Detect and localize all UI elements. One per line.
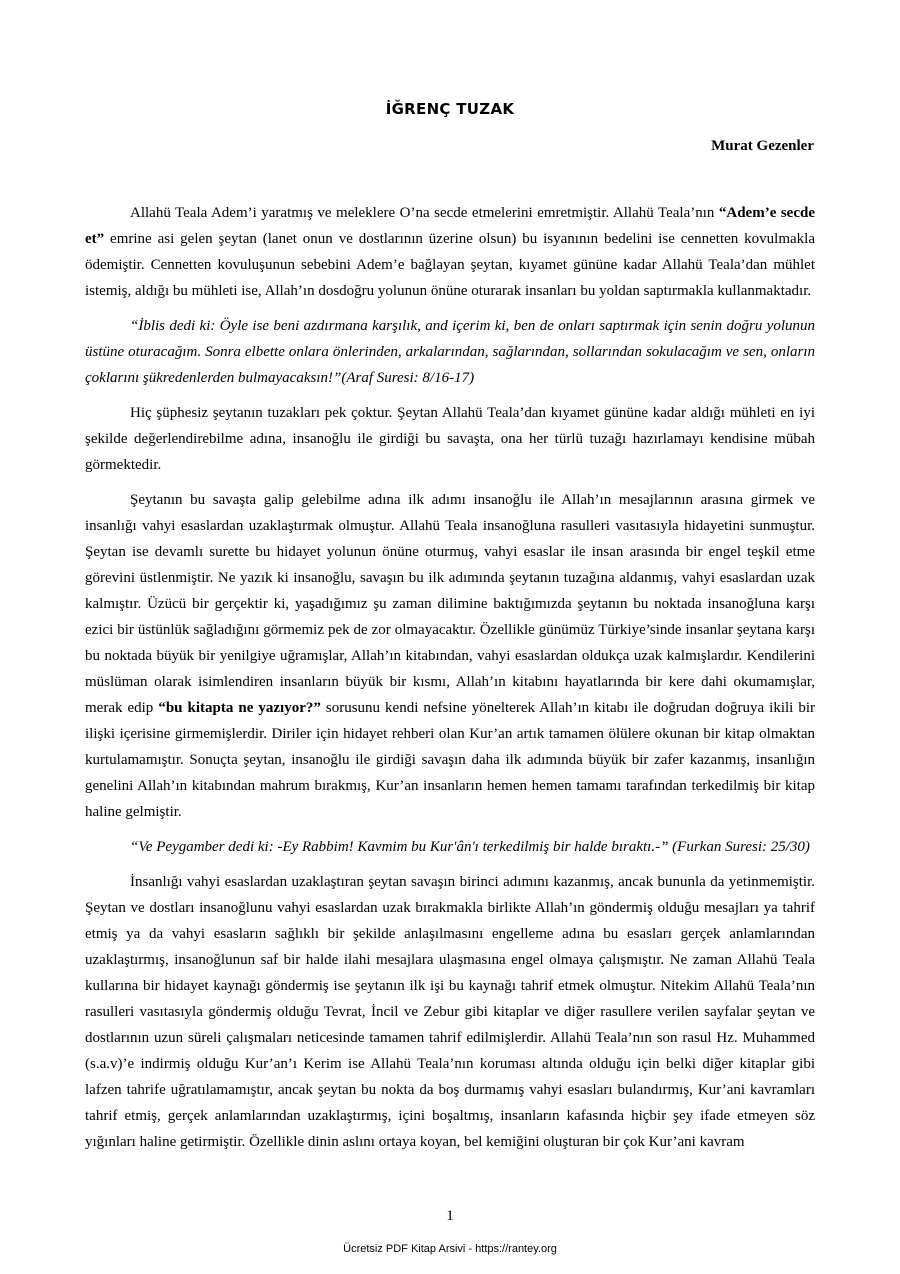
text-run: sorusunu kendi nefsine yönelterek Allah’ın kitabı ile doğrudan doğruya ikili bir ilişki içerisine girmemişlerdir. Diriler için hidayet rehberi olan Kur’an artık tamamen ölülere okunan bir kitap olmaktan kurtulamamıştır. Sonuçta şeytan, insanoğlu ile girdiği savaşın daha ilk adımında büyük bir zafer kazanmış, insanlığın genelini Allah’ın kitabından mahrum bırakmış, Kur’an insanların hemen hemen tamamı tarafından terkedilmiş bir kitap haline gelmiştir.	[85, 700, 815, 820]
text-run: “Ve Peygamber dedi ki: -Ey Rabbim! Kavmim bu Kur'ân'ı terkedilmiş bir halde bıraktı.-” (Furkan Suresi: 25/30)	[130, 839, 810, 855]
footer-text: Ücretsiz PDF Kitap Arsivi - https://rantey.org	[343, 1243, 557, 1255]
bold-phrase-adem-secde: “Adem’e secde et”	[85, 205, 815, 247]
paragraph-2	[85, 400, 815, 478]
text-run: Hiç şüphesiz şeytanın tuzakları pek çoktur. Şeytan Allahü Teala’dan kıyamet gününe kadar aldığı mühleti en iyi şekilde değerlendirebilme adına, insanoğlu ile girdiği bu savaşta, ona her türlü tuzağı hazırlamayı kendisine mübah görmektedir.	[85, 405, 815, 473]
document-title: İĞRENÇ TUZAK	[385, 100, 515, 118]
text-run: emrine asi gelen şeytan (lanet onun ve dostlarının üzerine olsun) bu isyanının bedelini ise cennetten kovulmakla ödemiştir. Cennetten kovuluşunun sebebini Adem’e bağlayan şeytan, kıyamet gününe kadar Allahü Teala’dan mühlet istemiş, aldığı bu mühleti ise, Allah’ın dosdoğru yolunun önüne oturarak insanları bu yoldan saptırmakla kullanmaktadır.	[85, 231, 815, 299]
page-number: 1	[446, 1208, 454, 1224]
text-run: İnsanlığı vahyi esaslardan uzaklaştıran şeytan savaşın birinci adımını kazanmış, ancak bununla da yetinmemiştir. Şeytan ve dostları insanoğlunu vahyi esaslardan uzak bırakmakla birlikte Allah’ın göndermiş olduğu mesajları ya tahrif etmiş ya da vahyi esasların sağlıklı bir şekilde anlaşılmasını engelleme adına bu esasları gerçek anlamlarından uzaklaştırmış, insanoğlunun saf bir halde ilahi mesajlara ulaşmasına engel olmaya çalışmıştır. Ne zaman Allahü Teala kullarına bir hidayet kaynağı göndermiş ise şeytanın ilk işi bu kaynağı tahrif etmek olmuştur. Nitekim Allahü Teala’nın rasulleri vasıtasıyla göndermiş olduğu Tevrat, İncil ve Zebur gibi kitaplar ve diğer rasullere verilen sayfalar şeytan ve dostlarının uzun süreli çalışmaları neticesinde tamamen tahrif edilmişlerdir. Allahü Teala’nın son rasul Hz. Muhammed (s.a.v)’e indirmiş olduğu Kur’an’ı Kerim ise Allahü Teala’nın koruması altında olduğu için belki diğer kitaplar gibi lafzen tahrife uğratılamamıştır, ancak şeytan bu nokta da boş durmamış vahyi esasları bulandırmış, Kur’ani kavramları tahrif etmiş, gerçek anlamlarından uzaklaştırmış, içini boşaltmış, insanların kafasında hiçbir şey ifade etmeyen söz yığınları haline getirmiştir. Özellikle dinin aslını ortaya koyan, bel kemiğini oluşturan bir çok Kur’ani kavram	[85, 874, 815, 1150]
text-run: Şeytanın bu savaşta galip gelebilme adına ilk adımı insanoğlu ile Allah’ın mesajlarının arasına girmek ve insanlığı vahyi esaslardan uzaklaştırmak olmuştur. Allahü Teala insanoğluna rasulleri vasıtasıyla hidayetini sunmuştur. Şeytan ise devamlı surette bu hidayet yolunun önüne oturmuş, vahyi esaslar ile insan arasında bir engel teşkil etme görevini üstlenmiştir. Ne yazık ki insanoğlu, savaşın bu ilk adımında şeytanın tuzağına aldanmış, vahyi esaslardan uzak kalmıştır. Üzücü bir gerçektir ki, yaşadığımız şu zaman dilimine baktığımızda şeytanın bu noktada insanoğluna karşı ezici bir üstünlük sağladığını görmemiz pek de zor olmayacaktır. Özellikle günümüz Türkiye’sinde insanlar şeytana karşı bu noktada büyük bir yenilgiye uğramışlar, Allah’ın kitabından, vahyi esaslardan oldukça uzak kalmışlardır. Kendilerini müslüman olarak isimlendiren insanların büyük bir kısmı, Allah’ın kitabını hayatlarında bir kere dahi okumamışlar, merak edip	[85, 492, 815, 716]
quote-araf	[85, 313, 815, 391]
bold-phrase-bu-kitapta: “bu kitapta ne yazıyor?”	[158, 700, 321, 716]
author-name: Murat Gezenler	[711, 138, 814, 154]
paragraph-4	[85, 869, 815, 1155]
paragraph-3	[85, 487, 815, 825]
text-run: “İblis dedi ki: Öyle ise beni azdırmana karşılık, and içerim ki, ben de onları saptırmak için senin doğru yolunun üstüne oturacağım. Sonra elbette onlara önlerinden, arkalarından, sağlarından, sollarından sokulacağım ve sen, onların çoklarını şükredenlerden bulmayacaksın!”(Araf Suresi: 8/16-17)	[85, 318, 815, 386]
text-run: Allahü Teala Adem’i yaratmış ve meleklere O’na secde etmelerini emretmiştir. Allahü Teala’nın	[130, 205, 719, 221]
document-body	[85, 200, 815, 1164]
quote-furkan	[85, 834, 815, 860]
paragraph-1	[85, 200, 815, 304]
